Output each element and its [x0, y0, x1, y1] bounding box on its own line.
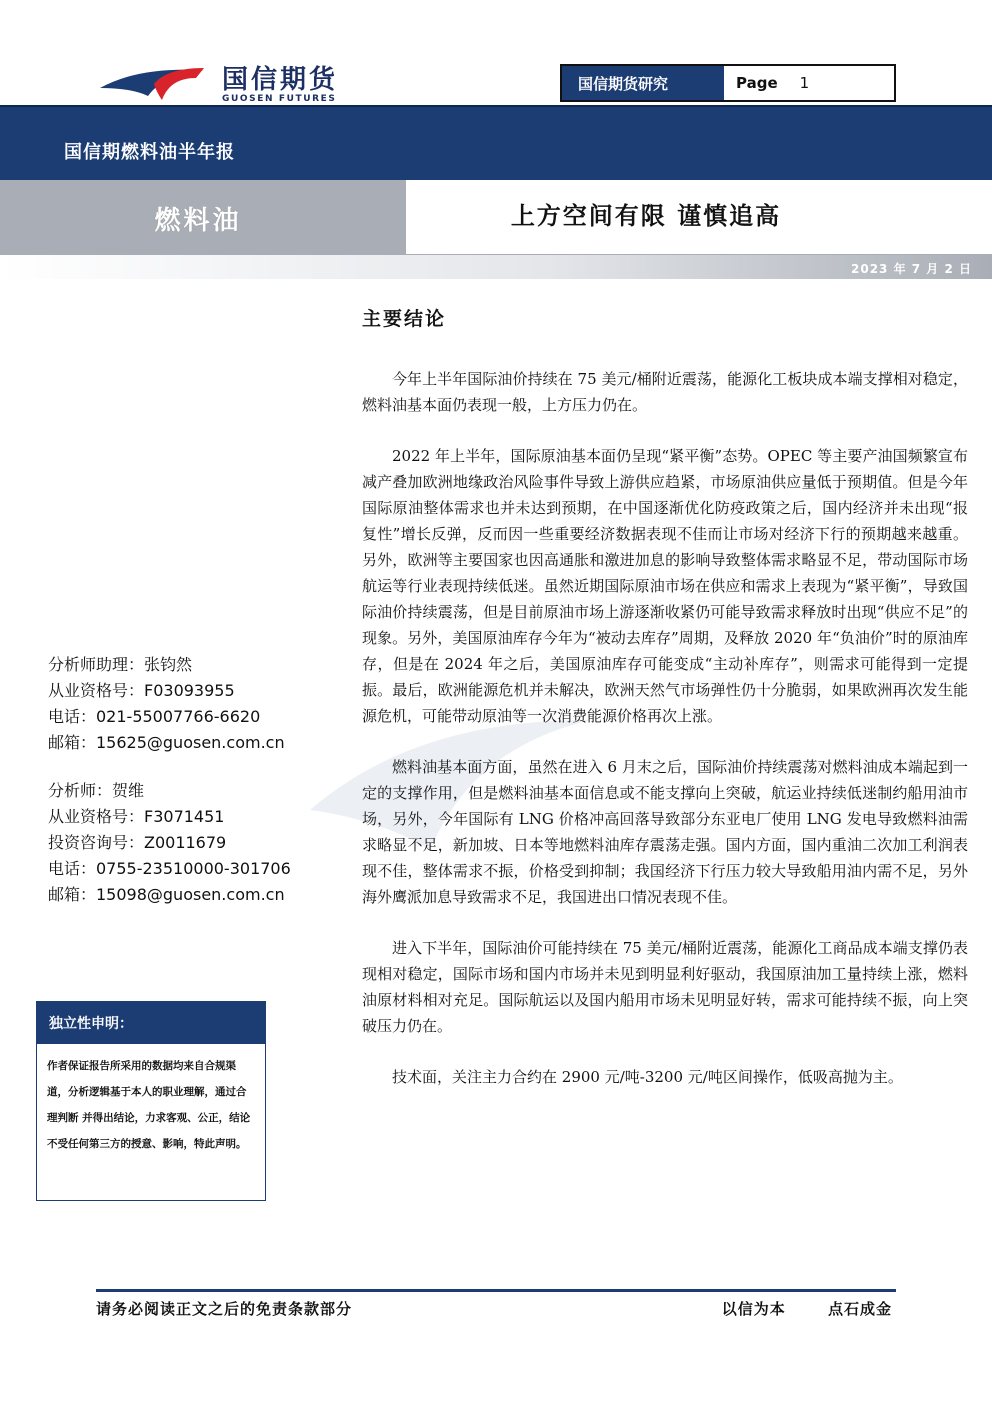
commodity-name: 燃料油 — [154, 206, 242, 236]
qualification-number: 从业资格号：F3071451 — [48, 807, 225, 826]
header-box — [560, 64, 896, 102]
section-title: 主要结论 — [362, 308, 447, 330]
analyst-lead — [48, 778, 291, 908]
independence-statement — [36, 1001, 266, 1201]
paragraph: 技术面，关注主力合约在 2900 元/吨-3200 元/吨区间操作，低吸高抛为主。 — [392, 1068, 903, 1086]
paragraph: 2022 年上半年，国际原油基本面仍呈现“紧平衡”态势。OPEC 等主要产油国频繁宣布减产叠加欧洲地缘政治风险事件导致上游供应趋紧，市场原油供应量低于预期值。但是今年国际原油整体需求也并未达到预期，在中国逐渐优化防疫政策之后，国内经济并未出现“报复性”增长反弹，反而因一些重要经济数据表现不佳而让市场对经济下行的预期越来越重。另外，欧洲等主要国家也因高通胀和激进加息的影响导致整体需求略显不足，带动国际市场航运等行业表现持续低迷。虽然近期国际原油市场在供应和需求上表现为“紧平衡”，导致国际油价持续震荡，但是目前原油市场上游逐渐收紧仍可能导致需求释放时出现“供应不足”的现象。另外，美国原油库存今年为“被动去库存”周期，及释放 2020 年“负油价”时的原油库存，但是在 2024 年之后，美国原油库存可能变成“主动补库存”，则需求可能得到一定提振。最后，欧洲能源危机并未解决，欧洲天然气市场弹性仍十分脆弱，如果欧洲再次发生能源危机，可能带动原油等一次消费能源价格再次上涨。 — [362, 447, 968, 725]
footer-motto — [722, 1298, 892, 1319]
email: 邮箱：15625@guosen.com.cn — [48, 733, 285, 752]
paragraph: 燃料油基本面方面，虽然在进入 6 月末之后，国际油价持续震荡对燃料油成本端起到一定的支撑作用，但是燃料油基本面信息或不能支撑向上突破，航运业持续低迷制约船用油市场，另外，今年国际有 LNG 价格冲高回落导致部分东亚电厂使用 LNG 发电导致燃料油需求略显不足，新加坡、日本等地燃料油库存震荡走强。国内方面，国内重油二次加工利润表现不佳，整体需求不振，价格受到抑制；我国经济下行压力较大导致船用油内需不足，另外海外鹰派加息导致需求不足，我国进出口情况表现不佳。 — [362, 758, 968, 906]
qualification-number: 从业资格号：F03093955 — [48, 681, 235, 700]
page-indicator — [728, 66, 894, 100]
phone: 电话：0755-23510000-301706 — [48, 859, 291, 878]
report-date: 2023 年 7 月 2 日 — [851, 262, 972, 276]
page-label: Page — [736, 74, 778, 92]
motto-1: 以信为本 — [721, 1300, 786, 1318]
statement-title: 独立性申明： — [37, 1002, 265, 1044]
analyst-role: 分析师：贺维 — [48, 781, 145, 800]
paragraph: 进入下半年，国际油价可能持续在 75 美元/桶附近震荡，能源化工商品成本端支撑仍表现相对稳定，国际市场和国内市场并未见到明显利好驱动，我国原油加工量持续上涨，燃料油原材料相对充足。国际航运以及国内船用市场未见明显好转，需求可能持续不振，向上突破压力仍在。 — [362, 939, 968, 1035]
report-type: 国信期燃料油半年报 — [64, 142, 235, 163]
guosen-logo-icon — [96, 60, 206, 106]
logo-chinese-name: 国信期货 — [222, 65, 339, 95]
motto-2: 点石成金 — [827, 1300, 892, 1318]
analyst-info — [48, 652, 291, 930]
footer-divider — [96, 1289, 896, 1292]
logo-english-name: GUOSEN FUTURES — [222, 94, 337, 104]
page-number: 1 — [799, 74, 810, 92]
report-title: 上方空间有限 谨慎追高 — [510, 202, 782, 230]
consult-number: 投资咨询号：Z0011679 — [48, 833, 227, 852]
research-label: 国信期货研究 — [562, 66, 728, 100]
footer-disclaimer-note: 请务必阅读正文之后的免责条款部分 — [96, 1300, 353, 1318]
paragraph: 今年上半年国际油价持续在 75 美元/桶附近震荡，能源化工板块成本端支撑相对稳定，燃料油基本面仍表现一般，上方压力仍在。 — [362, 370, 968, 414]
analyst-assistant — [48, 652, 291, 756]
conclusion-body — [362, 366, 968, 1115]
email: 邮箱：15098@guosen.com.cn — [48, 885, 285, 904]
analyst-role: 分析师助理：张钧然 — [48, 655, 193, 674]
statement-body: 作者保证报告所采用的数据均来自合规渠道，分析逻辑基于本人的职业理解，通过合理判断 并得出结论，力求客观、公正，结论不受任何第三方的授意、影响，特此声明。 — [47, 1060, 251, 1150]
date-strip — [0, 255, 992, 279]
phone: 电话：021-55007766-6620 — [48, 707, 261, 726]
